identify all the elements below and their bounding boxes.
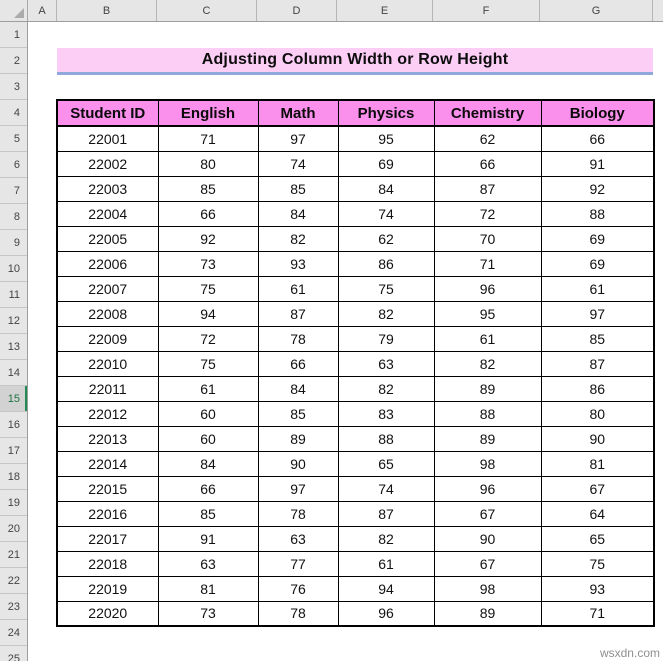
table-cell[interactable]: 22019 — [57, 576, 158, 601]
table-cell[interactable]: 22010 — [57, 351, 158, 376]
table-cell[interactable]: 98 — [434, 576, 541, 601]
table-cell[interactable]: 85 — [158, 176, 258, 201]
table-row — [57, 551, 654, 576]
row-header-15[interactable]: 15 — [0, 386, 27, 412]
row-header-6[interactable]: 6 — [0, 152, 27, 178]
table-cell[interactable]: 89 — [434, 601, 541, 626]
table-cell[interactable]: 22005 — [57, 226, 158, 251]
scores-table — [56, 99, 655, 627]
table-header-row — [57, 100, 654, 126]
row-header-11[interactable]: 11 — [0, 282, 27, 308]
table-cell[interactable]: 95 — [434, 301, 541, 326]
table-cell[interactable]: 22014 — [57, 451, 158, 476]
table-cell[interactable]: 63 — [338, 351, 434, 376]
row-header-9[interactable]: 9 — [0, 230, 27, 256]
table-cell[interactable]: 85 — [158, 501, 258, 526]
table-cell[interactable]: 74 — [258, 151, 338, 176]
column-header-f[interactable]: F — [433, 0, 540, 21]
table-cell[interactable]: 22006 — [57, 251, 158, 276]
table-cell[interactable]: 64 — [541, 501, 654, 526]
row-header-14[interactable]: 14 — [0, 360, 27, 386]
row-header-2[interactable]: 2 — [0, 48, 27, 74]
row-header-22[interactable]: 22 — [0, 568, 27, 594]
table-cell[interactable]: 89 — [434, 426, 541, 451]
table-cell[interactable]: 22001 — [57, 126, 158, 151]
table-cell[interactable]: 84 — [258, 376, 338, 401]
row-header-column — [0, 22, 28, 661]
table-cell[interactable]: 67 — [434, 501, 541, 526]
row-header-10[interactable]: 10 — [0, 256, 27, 282]
table-cell[interactable]: 61 — [541, 276, 654, 301]
table-row — [57, 276, 654, 301]
table-cell[interactable]: 94 — [338, 576, 434, 601]
table-cell[interactable]: 78 — [258, 326, 338, 351]
column-header-b[interactable]: B — [57, 0, 157, 21]
select-all-triangle-icon — [14, 8, 24, 18]
table-cell[interactable]: 65 — [338, 451, 434, 476]
table-cell[interactable]: 22020 — [57, 601, 158, 626]
table-cell[interactable]: 67 — [434, 551, 541, 576]
row-header-1[interactable]: 1 — [0, 22, 27, 48]
table-cell[interactable]: 75 — [158, 351, 258, 376]
table-row — [57, 301, 654, 326]
table-cell[interactable]: 61 — [258, 276, 338, 301]
table-cell[interactable]: 96 — [434, 476, 541, 501]
table-cell[interactable]: 85 — [541, 326, 654, 351]
table-cell[interactable]: 81 — [541, 451, 654, 476]
table-cell[interactable]: 82 — [338, 376, 434, 401]
table-cell[interactable]: 79 — [338, 326, 434, 351]
table-row — [57, 376, 654, 401]
column-header-e[interactable]: E — [337, 0, 433, 21]
row-header-13[interactable]: 13 — [0, 334, 27, 360]
table-cell[interactable]: 75 — [541, 551, 654, 576]
table-cell[interactable]: 90 — [541, 426, 654, 451]
table-cell[interactable]: 72 — [434, 201, 541, 226]
table-cell[interactable]: 70 — [434, 226, 541, 251]
table-cell[interactable]: 71 — [158, 126, 258, 151]
table-cell[interactable]: 84 — [158, 451, 258, 476]
table-row — [57, 351, 654, 376]
row-header-12[interactable]: 12 — [0, 308, 27, 334]
table-cell[interactable]: 93 — [258, 251, 338, 276]
row-header-4[interactable]: 4 — [0, 100, 27, 126]
table-row — [57, 401, 654, 426]
row-header-7[interactable]: 7 — [0, 178, 27, 204]
table-cell[interactable]: 62 — [434, 126, 541, 151]
table-cell[interactable]: 22002 — [57, 151, 158, 176]
select-all-corner[interactable] — [0, 0, 28, 21]
table-row — [57, 451, 654, 476]
table-cell[interactable]: 86 — [541, 376, 654, 401]
row-header-25[interactable]: 25 — [0, 646, 27, 661]
row-header-3[interactable]: 3 — [0, 74, 27, 100]
row-header-23[interactable]: 23 — [0, 594, 27, 620]
table-cell[interactable]: 60 — [158, 401, 258, 426]
row-header-16[interactable]: 16 — [0, 412, 27, 438]
table-cell[interactable]: 22012 — [57, 401, 158, 426]
table-cell[interactable]: 95 — [338, 126, 434, 151]
table-body — [57, 126, 654, 626]
table-cell[interactable]: 77 — [258, 551, 338, 576]
table-cell[interactable]: 22004 — [57, 201, 158, 226]
column-header-d[interactable]: D — [257, 0, 337, 21]
table-cell[interactable]: 96 — [338, 601, 434, 626]
table-cell[interactable]: 82 — [338, 526, 434, 551]
row-header-17[interactable]: 17 — [0, 438, 27, 464]
table-cell[interactable]: 98 — [434, 451, 541, 476]
table-cell[interactable]: 91 — [158, 526, 258, 551]
table-cell[interactable]: 22011 — [57, 376, 158, 401]
column-header-c[interactable]: C — [157, 0, 257, 21]
table-cell[interactable]: 61 — [158, 376, 258, 401]
table-cell[interactable]: 81 — [158, 576, 258, 601]
table-cell[interactable]: 74 — [338, 476, 434, 501]
table-cell[interactable]: 61 — [338, 551, 434, 576]
table-cell[interactable]: 62 — [338, 226, 434, 251]
table-cell[interactable]: 84 — [338, 176, 434, 201]
table-cell[interactable]: 66 — [158, 476, 258, 501]
table-cell[interactable]: 22016 — [57, 501, 158, 526]
table-column-header-biology[interactable]: Biology — [541, 100, 654, 126]
table-cell[interactable]: 76 — [258, 576, 338, 601]
table-cell[interactable]: 97 — [258, 126, 338, 151]
table-cell[interactable]: 75 — [338, 276, 434, 301]
table-cell[interactable]: 66 — [258, 351, 338, 376]
table-cell[interactable]: 87 — [434, 176, 541, 201]
table-cell[interactable]: 75 — [158, 276, 258, 301]
table-cell[interactable]: 63 — [258, 526, 338, 551]
table-cell[interactable]: 60 — [158, 426, 258, 451]
table-cell[interactable]: 82 — [434, 351, 541, 376]
table-cell[interactable]: 87 — [258, 301, 338, 326]
table-cell[interactable]: 91 — [541, 151, 654, 176]
table-cell[interactable]: 66 — [158, 201, 258, 226]
table-cell[interactable]: 89 — [258, 426, 338, 451]
table-cell[interactable]: 96 — [434, 276, 541, 301]
table-cell[interactable]: 22003 — [57, 176, 158, 201]
row-header-5[interactable]: 5 — [0, 126, 27, 152]
table-cell[interactable]: 90 — [434, 526, 541, 551]
table-cell[interactable]: 67 — [541, 476, 654, 501]
table-row — [57, 326, 654, 351]
row-header-19[interactable]: 19 — [0, 490, 27, 516]
table-cell[interactable]: 22007 — [57, 276, 158, 301]
table-cell[interactable]: 22008 — [57, 301, 158, 326]
table-cell[interactable]: 85 — [258, 176, 338, 201]
table-cell[interactable]: 72 — [158, 326, 258, 351]
table-column-header-student-id[interactable]: Student ID — [57, 100, 158, 126]
table-cell[interactable]: 22017 — [57, 526, 158, 551]
table-cell[interactable]: 88 — [338, 426, 434, 451]
table-column-header-physics[interactable]: Physics — [338, 100, 434, 126]
row-header-8[interactable]: 8 — [0, 204, 27, 230]
table-cell[interactable]: 80 — [541, 401, 654, 426]
table-cell[interactable]: 83 — [338, 401, 434, 426]
table-cell[interactable]: 88 — [434, 401, 541, 426]
table-cell[interactable]: 87 — [541, 351, 654, 376]
table-cell[interactable]: 63 — [158, 551, 258, 576]
column-header-row — [28, 0, 653, 21]
column-header-sliver — [653, 0, 663, 21]
table-cell[interactable]: 97 — [258, 476, 338, 501]
table-cell[interactable]: 82 — [338, 301, 434, 326]
table-cell[interactable]: 69 — [541, 226, 654, 251]
table-cell[interactable]: 65 — [541, 526, 654, 551]
table-cell[interactable]: 80 — [158, 151, 258, 176]
table-row — [57, 201, 654, 226]
table-cell[interactable]: 69 — [338, 151, 434, 176]
table-cell[interactable]: 84 — [258, 201, 338, 226]
table-row — [57, 251, 654, 276]
row-header-18[interactable]: 18 — [0, 464, 27, 490]
column-header-a[interactable]: A — [28, 0, 57, 21]
table-cell[interactable]: 78 — [258, 601, 338, 626]
table-row — [57, 176, 654, 201]
table-row — [57, 476, 654, 501]
table-cell[interactable]: 73 — [158, 601, 258, 626]
table-cell[interactable]: 66 — [434, 151, 541, 176]
table-cell[interactable]: 88 — [541, 201, 654, 226]
table-cell[interactable]: 71 — [434, 251, 541, 276]
sheet-title-cell[interactable] — [57, 48, 653, 75]
table-cell[interactable]: 89 — [434, 376, 541, 401]
table-row — [57, 576, 654, 601]
table-row — [57, 526, 654, 551]
table-row — [57, 226, 654, 251]
table-cell[interactable]: 22015 — [57, 476, 158, 501]
table-cell[interactable]: 73 — [158, 251, 258, 276]
table-column-header-math[interactable]: Math — [258, 100, 338, 126]
table-cell[interactable]: 74 — [338, 201, 434, 226]
table-row — [57, 601, 654, 626]
table-cell[interactable]: 86 — [338, 251, 434, 276]
table-cell[interactable]: 90 — [258, 451, 338, 476]
table-row — [57, 151, 654, 176]
table-cell[interactable]: 92 — [158, 226, 258, 251]
table-cell[interactable]: 93 — [541, 576, 654, 601]
table-cell[interactable]: 82 — [258, 226, 338, 251]
column-header-g[interactable]: G — [540, 0, 653, 21]
table-cell[interactable]: 22009 — [57, 326, 158, 351]
table-cell[interactable]: 87 — [338, 501, 434, 526]
table-cell[interactable]: 94 — [158, 301, 258, 326]
table-cell[interactable]: 61 — [434, 326, 541, 351]
row-header-21[interactable]: 21 — [0, 542, 27, 568]
table-column-header-english[interactable]: English — [158, 100, 258, 126]
table-row — [57, 126, 654, 151]
table-cell[interactable]: 66 — [541, 126, 654, 151]
table-cell[interactable]: 69 — [541, 251, 654, 276]
table-row — [57, 501, 654, 526]
sheet-title-text: Adjusting Column Width or Row Height — [201, 51, 509, 68]
table-cell[interactable]: 85 — [258, 401, 338, 426]
table-column-header-chemistry[interactable]: Chemistry — [434, 100, 541, 126]
table-row — [57, 426, 654, 451]
table-cell[interactable]: 97 — [541, 301, 654, 326]
table-cell[interactable]: 22013 — [57, 426, 158, 451]
row-header-24[interactable]: 24 — [0, 620, 27, 646]
row-header-20[interactable]: 20 — [0, 516, 27, 542]
table-cell[interactable]: 92 — [541, 176, 654, 201]
table-cell[interactable]: 22018 — [57, 551, 158, 576]
table-cell[interactable]: 71 — [541, 601, 654, 626]
column-header-strip — [0, 0, 663, 22]
table-cell[interactable]: 78 — [258, 501, 338, 526]
watermark-text: wsxdn.com — [599, 646, 660, 660]
